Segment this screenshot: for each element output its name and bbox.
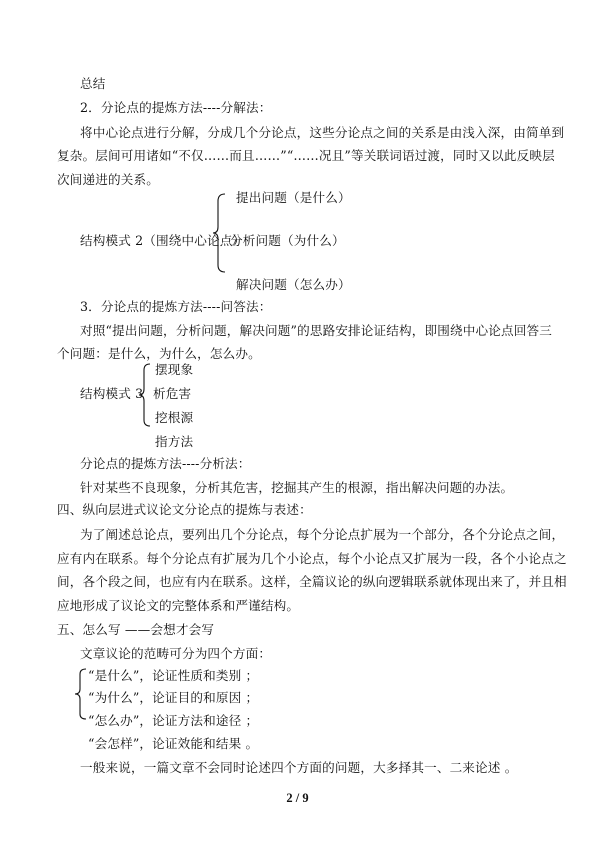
pattern3-item-root: 挖根源 (155, 410, 194, 425)
paragraph-line: 间，各个段之间，也应有内在联系。这样，全篇议论的纵向逻辑联系就体现出来了，并且相 (57, 574, 567, 589)
heading-analysis-method: 分论点的提炼方法----分析法： (80, 456, 251, 471)
pattern3-item-method: 指方法 (155, 434, 194, 449)
paragraph-line: 个问题：是什么，为什么，怎么办。 (57, 346, 261, 361)
paragraph-line: 应地形成了议论文的完整体系和严谨结构。 (57, 598, 300, 613)
pattern3-item-harm: 析危害 (153, 386, 192, 401)
category-item-how: “怎么办”，论证方法和途径 ； (88, 713, 259, 728)
paragraph-line: 对照“提出问题，分析问题，解决问题”的思路安排论证结构，即围绕中心论点回答三 (80, 323, 552, 338)
pattern2-item-how: 解决问题（怎么办） (236, 277, 351, 292)
paragraph-line: 针对某些不良现象，分析其危害，挖掘其产生的根源，指出解决问题的办法。 (80, 480, 514, 495)
paragraph-line: 次间递进的关系。 (57, 172, 159, 187)
paragraph-line: 一般来说，一篇文章不会同时论述四个方面的问题，大多择其一、二来论述 。 (80, 760, 518, 775)
paragraph-line: 文章议论的范畴可分为四个方面： (80, 646, 272, 661)
categories-brace (74, 668, 88, 720)
category-item-what: “是什么”，论证性质和类别 ； (88, 668, 259, 683)
summary-text: 总结 (80, 76, 106, 91)
section-heading-5: 五、怎么写 ——会想才会写 (57, 622, 215, 637)
heading-qa-method: 3．分论点的提炼方法----问答法： (80, 299, 272, 314)
pattern3-label: 结构模式 3 (80, 386, 144, 401)
paragraph-line: 复杂。层间可用诸如“不仅……而且……”“……况且”等关联词语过渡，同时又以此反映层 (57, 148, 555, 163)
category-item-result: “会怎样”，论证效能和结果 。 (88, 736, 259, 751)
paragraph-line: 为了阐述总论点，要列出几个分论点，每个分论点扩展为一个部分，各个分论点之间， (80, 527, 565, 542)
pattern2-label: 结构模式 2（围绕中心论点） (80, 233, 246, 248)
pattern2-item-what: 提出问题（是什么） (236, 190, 351, 205)
heading-decomposition-method: 2．分论点的提炼方法----分解法： (80, 100, 272, 115)
paragraph-line: 应有内在联系。每个分论点有扩展为几个小论点，每个小论点又扩展为一段，各个小论点之 (57, 551, 567, 566)
pattern3-item-phenomenon: 摆现象 (155, 362, 194, 377)
section-heading-4: 四、纵向层进式议论文分论点的提炼与表述： (57, 502, 312, 517)
pattern2-item-why: 分析问题（为什么） (230, 233, 345, 248)
category-item-why: “为什么”，论证目的和原因 ； (88, 690, 259, 705)
page-number: 2 / 9 (286, 791, 309, 805)
paragraph-line: 将中心论点进行分解，分成几个分论点，这些分论点之间的关系是由浅入深，由简单到 (80, 125, 565, 140)
